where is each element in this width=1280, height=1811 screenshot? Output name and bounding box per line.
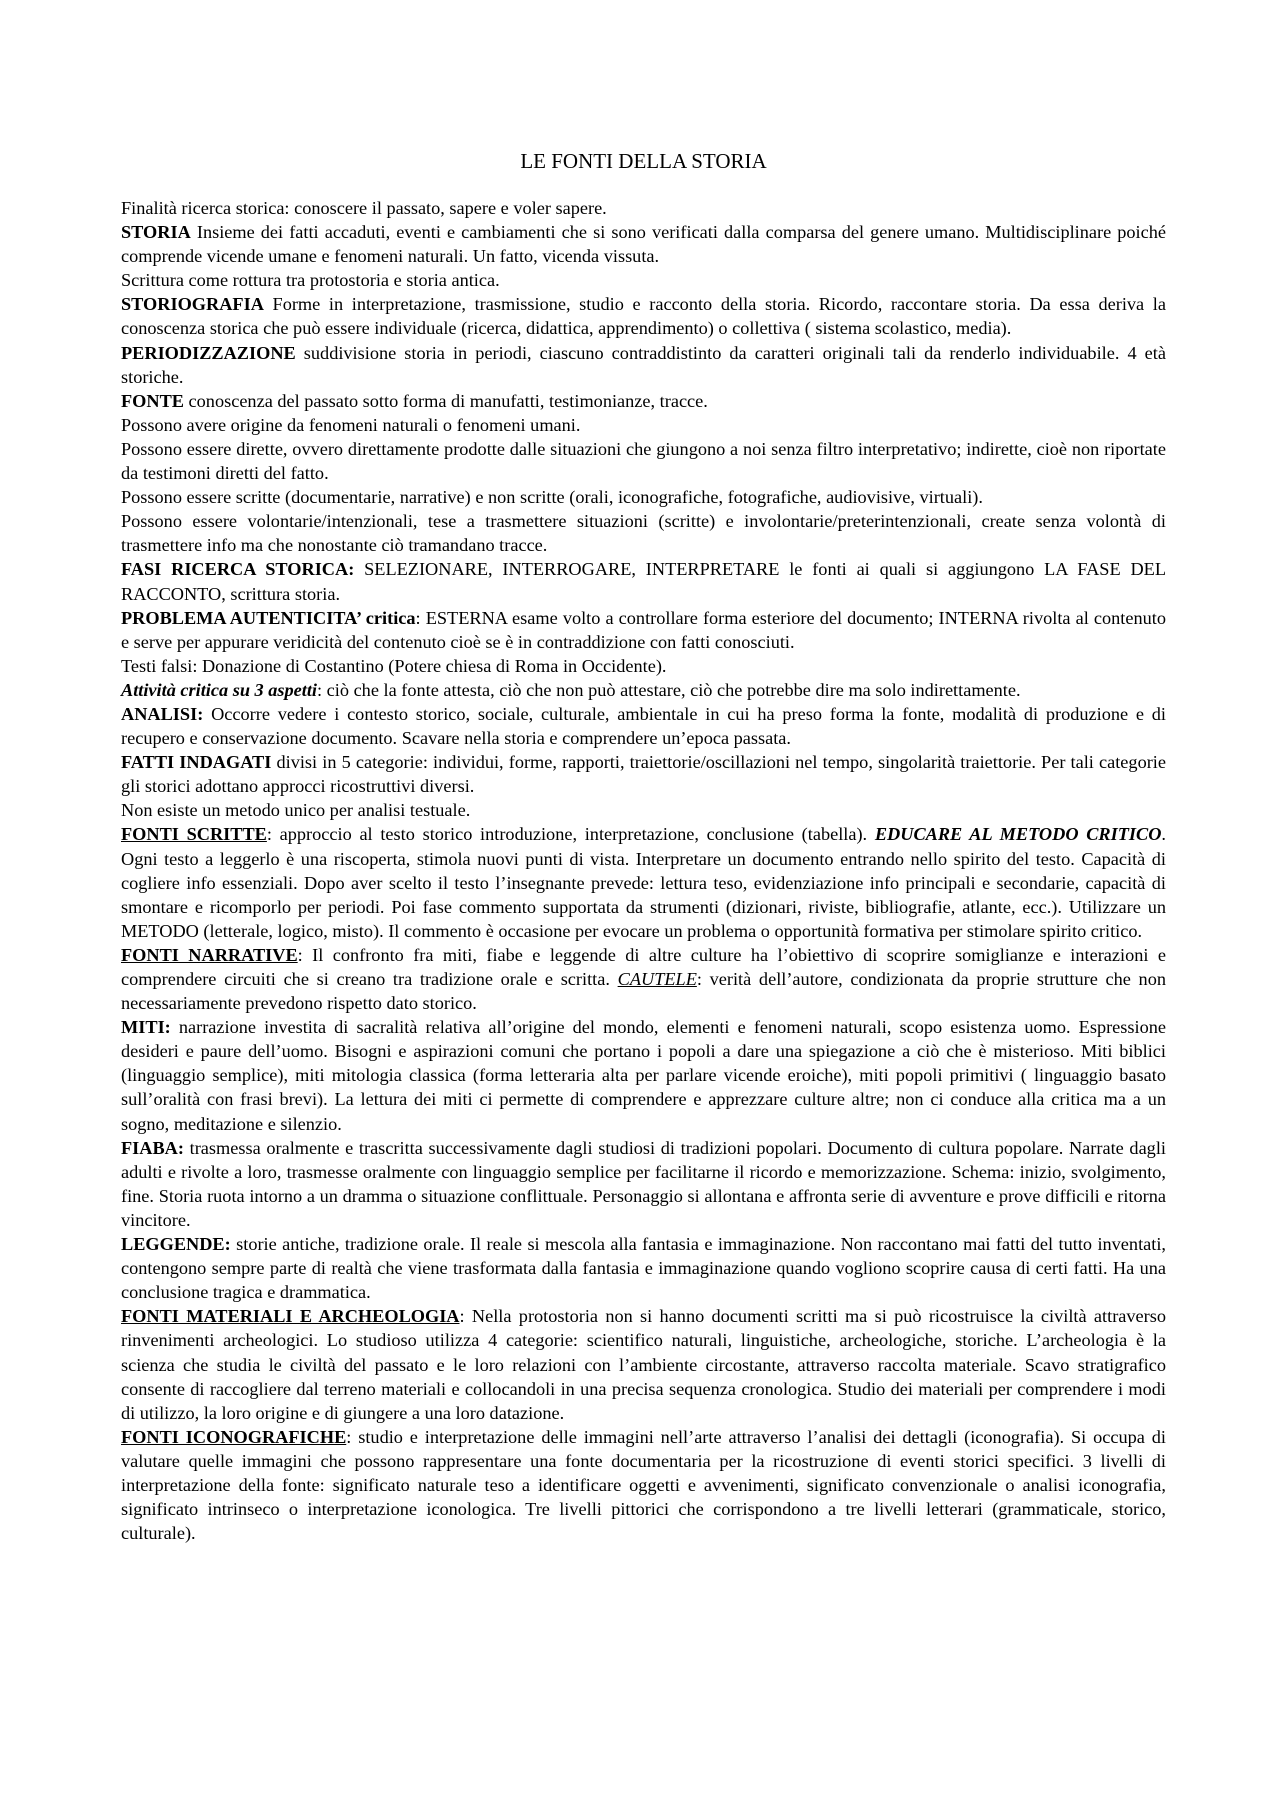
paragraph-fatti-indagati: FATTI INDAGATI divisi in 5 categorie: individui, forme, rapporti, traiettorie/oscillazioni nel tempo, singolarità traiettorie. Per tali categorie gli storici adottano approcci ricostruttivi diversi. bbox=[121, 752, 1166, 797]
paragraph-fasi: FASI RICERCA STORICA: SELEZIONARE, INTERROGARE, INTERPRETARE le fonti ai quali si aggiungono LA FASE DEL RACCONTO, scrittura storia. bbox=[121, 559, 1166, 604]
paragraph-storiografia: STORIOGRAFIA Forme in interpretazione, trasmissione, studio e racconto della storia. Ricordo, raccontare storia. Da essa deriva la conoscenza storica che può essere individuale (ricerca, didattica, apprendimento) o collettiva ( sistema scolastico, media). bbox=[121, 294, 1166, 339]
term-attivita-critica: Attività critica su 3 aspetti bbox=[121, 679, 318, 700]
paragraph-fonti-iconografiche: FONTI ICONOGRAFICHE: studio e interpretazione delle immagini nell’arte attraverso l’analisi dei dettagli (iconografia). Si occupa di valutare quelle immagini che possono rappresentare una fonte documentaria per la ricostruzione di eventi storici specifici. 3 livelli di interpretazione della fonte: significato naturale teso a identificare oggetti e avvenimenti, significato convenzionale o analisi iconografia, significato intrinseco o interpretazione iconologica. Tre livelli pittorici che corrispondono a tre livelli letterari (grammaticale, storico, culturale). bbox=[121, 1426, 1166, 1544]
paragraph-fonti-materiali: FONTI MATERIALI E ARCHEOLOGIA: Nella protostoria non si hanno documenti scritti ma si può ricostruisce la civiltà attraverso rinvenimenti archeologici. Lo studioso utilizza 4 categorie: scientifico naturali, linguistiche, archeologiche, storiche. L’archeologia è la scienza che studia le civiltà del passato e le loro relazioni con l’ambiente circostante, attraverso raccolta materiale. Scavo stratigrafico consente di raccogliere dal terreno materiali e collocandoli in una precisa sequenza cronologica. Studio dei materiali per comprendere i modi di utilizzo, la loro origine e di giungere a una loro datazione. bbox=[121, 1306, 1166, 1423]
document-page bbox=[121, 148, 1166, 1545]
term-autenticita: PROBLEMA AUTENTICITA’ critica bbox=[121, 607, 416, 628]
term-leggende: LEGGENDE: bbox=[121, 1234, 231, 1255]
term-analisi: ANALISI: bbox=[121, 703, 204, 724]
term-fonte: FONTE bbox=[121, 390, 184, 411]
paragraph-scrittura: Scrittura come rottura tra protostoria e storia antica. bbox=[121, 270, 500, 291]
paragraph-fonti-scritte: FONTI SCRITTE: approccio al testo storico introduzione, interpretazione, conclusione (tabella). EDUCARE AL METODO CRITICO. Ogni testo a leggerlo è una riscoperta, stimola nuovi punti di vista. Interpretare un documento entrando nello spirito del testo. Capacità di cogliere info essenziali. Dopo aver scelto il testo l’insegnante prevede: lettura teso, evidenziazione info principali e secondarie, capacità di smontare e ricomporlo per periodi. Poi fase commento supportata da strumenti (dizionari, riviste, bibliografie, atlante, ecc.). Utilizzare un METODO (letterale, logico, misto). Il commento è occasione per evocare un problema o opportunità formativa per stimolare spirito critico. bbox=[121, 824, 1166, 941]
paragraph-finalita: Finalità ricerca storica: conoscere il passato, sapere e voler sapere. bbox=[121, 198, 607, 218]
paragraph-periodizzazione: PERIODIZZAZIONE suddivisione storia in periodi, ciascuno contraddistinto da caratteri originali tali da renderlo individuabile. 4 età storiche. bbox=[121, 342, 1166, 387]
paragraph-testi-falsi: Testi falsi: Donazione di Costantino (Potere chiesa di Roma in Occidente). bbox=[121, 655, 667, 676]
paragraph-volontarie: Possono essere volontarie/intenzionali, tese a trasmettere situazioni (scritte) e involontarie/preterintenzionali, create senza volontà di trasmettere info ma che nonostante ciò tramandano tracce. bbox=[121, 511, 1166, 556]
term-fatti-indagati: FATTI INDAGATI bbox=[121, 752, 272, 773]
paragraph-fonti-narrative: FONTI NARRATIVE: Il confronto fra miti, fiabe e leggende di altre culture ha l’obiettivo di scoprire somiglianze e interazioni e comprendere circuiti che si creano tra tradizione orale e scritta. CAUTELE: verità dell’autore, condizionata da proprie strutture che non necessariamente prevedono rispetto dato storico. bbox=[121, 944, 1166, 1014]
paragraph-dirette: Possono essere dirette, ovvero direttamente prodotte dalle situazioni che giungono a noi senza filtro interpretativo; indirette, cioè non riportate da testimoni diretti del fatto. bbox=[121, 438, 1166, 484]
paragraph-fiaba: FIABA: trasmessa oralmente e trascritta successivamente dagli studiosi di tradizioni popolari. Documento di cultura popolare. Narrate dagli adulti e rivolte a loro, trasmesse oralmente con linguaggio semplice per facilitarne il ricordo e memorizzazione. Schema: inizio, svolgimento, fine. Storia ruota intorno a un dramma o situazione conflittuale. Personaggio si allontana e affronta serie di avventure e prove difficili e ritorna vincitore. bbox=[121, 1137, 1166, 1230]
term-fasi: FASI RICERCA STORICA: bbox=[121, 559, 355, 580]
term-storia: STORIA bbox=[121, 222, 191, 243]
term-storiografia: STORIOGRAFIA bbox=[121, 294, 264, 315]
paragraph-metodo: Non esiste un metodo unico per analisi testuale. bbox=[121, 800, 471, 821]
term-fonti-materiali: FONTI MATERIALI E ARCHEOLOGIA bbox=[121, 1306, 460, 1327]
paragraph-miti: MITI: narrazione investita di sacralità relativa all’origine del mondo, elementi e fenomeni naturali, scopo esistenza uomo. Espressione desideri e paure dell’uomo. Bisogni e aspirazioni comuni che portano i popoli a dare una spiegazione a ciò che è misterioso. Miti biblici (linguaggio semplice), miti mitologia classica (forma letteraria alta per parlare vicende eroiche), miti popoli primitivi ( linguaggio basato sull’oralità con frasi brevi). La lettura dei miti ci permette di comprendere e apprezzare culture altre; non ci conduce alla critica ma a un sogno, meditazione e silenzio. bbox=[121, 1017, 1166, 1134]
term-fonti-scritte: FONTI SCRITTE bbox=[121, 824, 267, 845]
paragraph-scritte: Possono essere scritte (documentarie, narrative) e non scritte (orali, iconografiche, fotografiche, audiovisive, virtuali). bbox=[121, 487, 983, 508]
term-cautele: CAUTELE bbox=[617, 969, 697, 989]
term-fonti-narrative: FONTI NARRATIVE bbox=[121, 944, 298, 965]
paragraph-autenticita: PROBLEMA AUTENTICITA’ critica: ESTERNA esame volto a controllare forma esteriore del documento; INTERNA rivolta al contenuto e serve per appurare veridicità del contenuto cioè se è in contraddizione con fatti conosciuti. bbox=[121, 607, 1166, 652]
term-miti: MITI: bbox=[121, 1017, 171, 1038]
document-title: LE FONTI DELLA STORIA bbox=[520, 149, 767, 173]
paragraph-attivita-critica: Attività critica su 3 aspetti: ciò che la fonte attesta, ciò che non può attestare, ciò che potrebbe dire ma solo indirettamente. bbox=[121, 679, 1021, 700]
paragraph-analisi: ANALISI: Occorre vedere i contesto storico, sociale, culturale, ambientale in cui ha preso forma la fonte, modalità di produzione e di recupero e conservazione documento. Scavare nella storia e comprendere un’epoca passata. bbox=[121, 703, 1166, 749]
paragraph-leggende: LEGGENDE: storie antiche, tradizione orale. Il reale si mescola alla fantasia e immaginazione. Non raccontano mai fatti del tutto inventati, contengono sempre parte di realtà che viene trasformata dalla fantasia e immaginazione quando vogliono scoprire causa di certi fatti. Ha una conclusione tragica e drammatica. bbox=[121, 1234, 1166, 1303]
term-educare-metodo-critico: EDUCARE AL METODO CRITICO bbox=[874, 824, 1162, 845]
paragraph-origine: Possono avere origine da fenomeni naturali o fenomeni umani. bbox=[121, 414, 581, 435]
term-periodizzazione: PERIODIZZAZIONE bbox=[121, 342, 296, 363]
term-fonti-iconografiche: FONTI ICONOGRAFICHE bbox=[121, 1426, 347, 1447]
paragraph-storia: STORIA Insieme dei fatti accaduti, eventi e cambiamenti che si sono verificati dalla comparsa del genere umano. Multidisciplinare poiché comprende vicende umane e fenomeni naturali. Un fatto, vicenda vissuta. bbox=[121, 222, 1166, 267]
term-fiaba: FIABA: bbox=[121, 1137, 184, 1158]
paragraph-fonte: FONTE conoscenza del passato sotto forma di manufatti, testimonianze, tracce. bbox=[121, 390, 708, 411]
